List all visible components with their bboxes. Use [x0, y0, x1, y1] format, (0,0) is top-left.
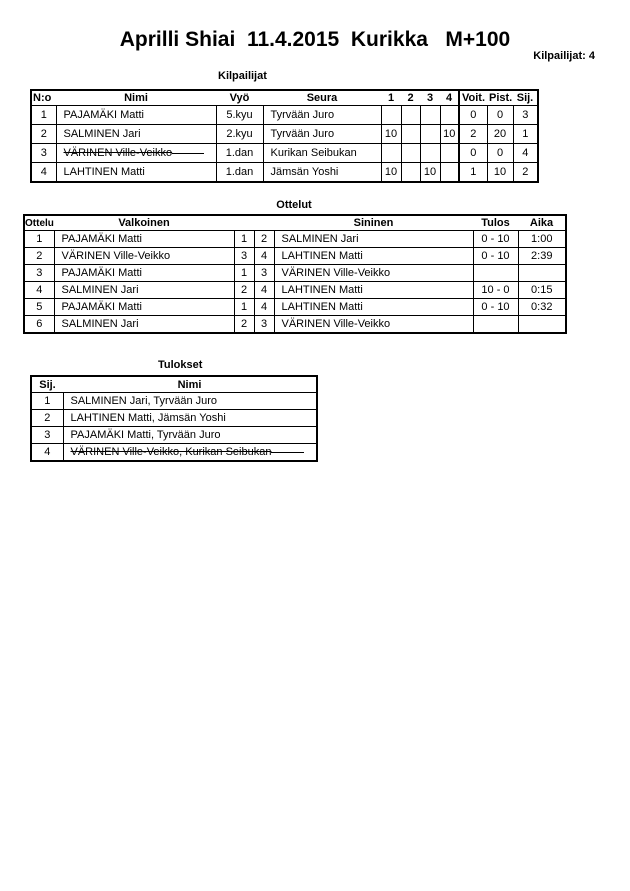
blue-player-no: 3 [254, 265, 274, 282]
match-result [473, 265, 518, 282]
results-header-row [31, 376, 317, 393]
white-player-no: 1 [234, 299, 254, 316]
competitor-club: Tyrvään Juro [263, 125, 381, 144]
round-score-3 [420, 125, 440, 144]
strike-line [172, 153, 203, 154]
col-header-tulos: Tulos [473, 215, 518, 231]
match-row [24, 231, 566, 248]
white-player-no: 3 [234, 248, 254, 265]
match-time [518, 316, 566, 334]
match-time: 1:00 [518, 231, 566, 248]
competitor-wins: 0 [459, 144, 487, 163]
blue-player-no: 3 [254, 316, 274, 334]
blue-player-no: 4 [254, 299, 274, 316]
round-score-2 [401, 163, 420, 183]
col-header-round-3: 3 [420, 90, 440, 106]
round-score-4 [440, 106, 459, 125]
competitors-header-row [31, 90, 538, 106]
round-score-1: 10 [381, 163, 401, 183]
blue-player: VÄRINEN Ville-Veikko [274, 265, 473, 282]
white-player: VÄRINEN Ville-Veikko [54, 248, 234, 265]
blue-player-no: 4 [254, 282, 274, 299]
result-place: 1 [31, 393, 63, 410]
blue-player: LAHTINEN Matti [274, 299, 473, 316]
match-result [473, 316, 518, 334]
competitor-place: 2 [513, 163, 538, 183]
white-player: PAJAMÄKI Matti [54, 299, 234, 316]
competitor-points: 0 [487, 144, 513, 163]
struck-name [64, 147, 214, 159]
matches-table [23, 214, 567, 334]
competitor-row [31, 163, 538, 183]
col-header-sininen: Sininen [274, 215, 473, 231]
white-player: SALMINEN Jari [54, 316, 234, 334]
result-name-cell [63, 444, 317, 462]
competitor-name: SALMINEN Jari [56, 125, 216, 144]
blue-player: SALMINEN Jari [274, 231, 473, 248]
col-header-ottelu: Ottelu [24, 215, 54, 231]
blue-player: LAHTINEN Matti [274, 248, 473, 265]
section-title-tulokset: Tulokset [158, 359, 203, 371]
competitor-place: 1 [513, 125, 538, 144]
col-header-vyo: Vyö [216, 90, 263, 106]
competitor-wins: 0 [459, 106, 487, 125]
competitor-club: Jämsän Yoshi [263, 163, 381, 183]
competitor-points: 10 [487, 163, 513, 183]
match-no: 6 [24, 316, 54, 334]
match-no: 1 [24, 231, 54, 248]
section-title-kilpailijat: Kilpailijat [218, 70, 267, 82]
struck-name [71, 446, 315, 458]
round-score-1 [381, 144, 401, 163]
round-score-1: 10 [381, 125, 401, 144]
competitor-points: 20 [487, 125, 513, 144]
result-place: 2 [31, 410, 63, 427]
round-score-2 [401, 106, 420, 125]
blue-player-no: 4 [254, 248, 274, 265]
col-header-sij: Sij. [31, 376, 63, 393]
competitor-points: 0 [487, 106, 513, 125]
match-result: 0 - 10 [473, 248, 518, 265]
result-row-withdrawn [31, 444, 317, 462]
result-name: PAJAMÄKI Matti, Tyrvään Juro [63, 427, 317, 444]
col-header-round-1: 1 [381, 90, 401, 106]
competitor-row [31, 106, 538, 125]
blue-player: VÄRINEN Ville-Veikko [274, 316, 473, 334]
col-header-pist: Pist. [489, 92, 513, 104]
competitor-place: 4 [513, 144, 538, 163]
match-time [518, 265, 566, 282]
match-no: 3 [24, 265, 54, 282]
competitor-no: 4 [31, 163, 56, 183]
match-time: 0:32 [518, 299, 566, 316]
match-result: 0 - 10 [473, 299, 518, 316]
competitor-belt: 1.dan [216, 163, 263, 183]
match-row [24, 316, 566, 334]
competitor-name-cell [56, 144, 216, 163]
result-row [31, 427, 317, 444]
matches-header-row [24, 215, 566, 231]
white-player-no: 1 [234, 231, 254, 248]
col-header-seura: Seura [263, 90, 381, 106]
white-player-no: 2 [234, 316, 254, 334]
result-name: VÄRINEN Ville-Veikko, Kurikan Seibukan [70, 446, 272, 458]
result-name: SALMINEN Jari, Tyrvään Juro [63, 393, 317, 410]
result-place: 4 [31, 444, 63, 462]
match-result: 10 - 0 [473, 282, 518, 299]
competitor-name: VÄRINEN Ville-Veikko [63, 147, 173, 159]
round-score-2 [401, 125, 420, 144]
col-header-white-no [234, 215, 254, 231]
competitor-wins: 1 [459, 163, 487, 183]
white-player: PAJAMÄKI Matti [54, 265, 234, 282]
competitor-belt: 2.kyu [216, 125, 263, 144]
result-row [31, 410, 317, 427]
match-no: 4 [24, 282, 54, 299]
match-row [24, 265, 566, 282]
competitor-club: Kurikan Seibukan [263, 144, 381, 163]
result-row [31, 393, 317, 410]
round-score-4 [440, 163, 459, 183]
white-player-no: 1 [234, 265, 254, 282]
match-row [24, 299, 566, 316]
col-header-no: N:o [31, 90, 56, 106]
col-header-round-4: 4 [440, 90, 459, 106]
competitor-belt: 1.dan [216, 144, 263, 163]
result-place: 3 [31, 427, 63, 444]
competitors-table [30, 89, 539, 183]
competitor-no: 1 [31, 106, 56, 125]
results-table [30, 375, 318, 462]
competitor-place: 3 [513, 106, 538, 125]
col-header-blue-no [254, 215, 274, 231]
white-player: SALMINEN Jari [54, 282, 234, 299]
round-score-3 [420, 106, 440, 125]
col-header-valkoinen: Valkoinen [54, 215, 234, 231]
white-player-no: 2 [234, 282, 254, 299]
col-header-voit: Voit. [459, 90, 487, 106]
round-score-3: 10 [420, 163, 440, 183]
match-no: 2 [24, 248, 54, 265]
page-title: Aprilli Shiai 11.4.2015 Kurikka M+100 [119, 28, 511, 51]
competitor-name: LAHTINEN Matti [56, 163, 216, 183]
strike-line [271, 452, 304, 453]
section-title-ottelut: Ottelut [276, 199, 312, 211]
competitor-no: 2 [31, 125, 56, 144]
match-result: 0 - 10 [473, 231, 518, 248]
competitor-wins: 2 [459, 125, 487, 144]
match-no: 5 [24, 299, 54, 316]
blue-player: LAHTINEN Matti [274, 282, 473, 299]
round-score-4: 10 [440, 125, 459, 144]
round-score-4 [440, 144, 459, 163]
competitors-count: Kilpailijat: 4 [533, 50, 595, 62]
competitor-club: Tyrvään Juro [263, 106, 381, 125]
col-header-round-2: 2 [401, 90, 420, 106]
col-header-nimi: Nimi [63, 376, 317, 393]
blue-player-no: 2 [254, 231, 274, 248]
match-time: 2:39 [518, 248, 566, 265]
white-player: PAJAMÄKI Matti [54, 231, 234, 248]
match-row [24, 248, 566, 265]
competitor-row-withdrawn [31, 144, 538, 163]
col-header-aika: Aika [518, 215, 566, 231]
competitor-belt: 5.kyu [216, 106, 263, 125]
competitor-no: 3 [31, 144, 56, 163]
col-header-sij: Sij. [513, 90, 538, 106]
round-score-3 [420, 144, 440, 163]
competitor-name: PAJAMÄKI Matti [56, 106, 216, 125]
round-score-2 [401, 144, 420, 163]
match-time: 0:15 [518, 282, 566, 299]
col-header-nimi: Nimi [56, 90, 216, 106]
result-name: LAHTINEN Matti, Jämsän Yoshi [63, 410, 317, 427]
match-row [24, 282, 566, 299]
round-score-1 [381, 106, 401, 125]
competitor-row [31, 125, 538, 144]
